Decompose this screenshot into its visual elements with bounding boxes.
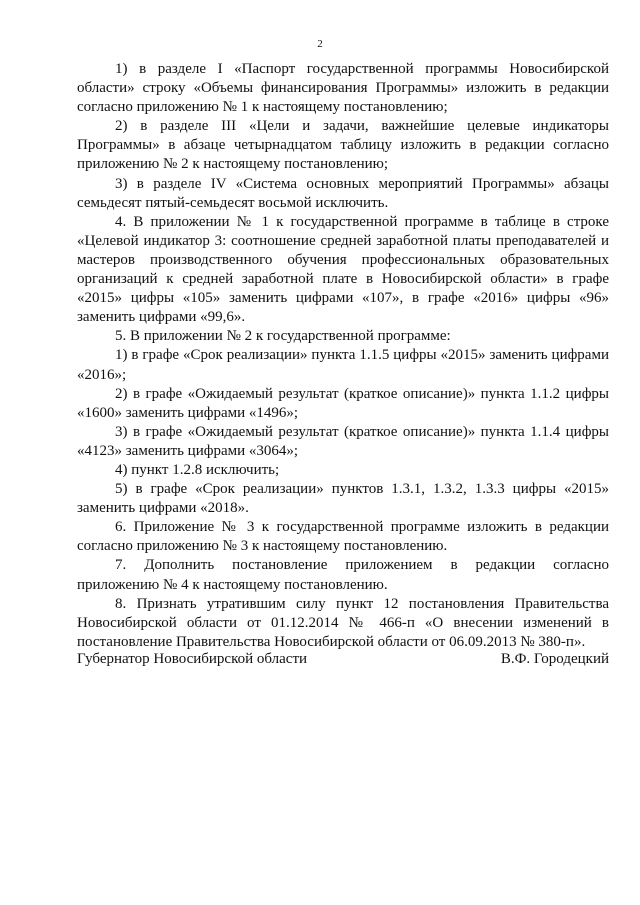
paragraph-clause-6: 6. Приложение № 3 к государственной программе изложить в редакции согласно приложению № 3 к настоящему постановлению.	[77, 519, 609, 555]
paragraph-clause-8: 8. Признать утратившим силу пункт 12 постановления Правительства Новосибирской области от 01.12.2014 № 466-п «О внесении изменений в постановление Правительства Новосибирской области от 06.09.2013 № 380-п».	[77, 595, 609, 650]
paragraph-subitem-5: 5) в графе «Срок реализации» пунктов 1.3.1, 1.3.2, 1.3.3 цифры «2015» заменить цифрами «2018».	[77, 481, 609, 517]
paragraph-subitem-1: 1) в графе «Срок реализации» пункта 1.1.5 цифры «2015» заменить цифрами «2016»;	[77, 347, 609, 383]
paragraph-subitem-4: 4) пункт 1.2.8 исключить;	[115, 461, 280, 478]
paragraph-item-3: 3) в разделе IV «Система основных мероприятий Программы» абзацы семьдесят пятый-семьдесят восьмой исключить.	[77, 175, 609, 211]
document-body	[77, 60, 609, 652]
page-number: 2	[317, 38, 323, 50]
signature-block	[77, 650, 609, 669]
paragraph-clause-7: 7. Дополнить постановление приложением в редакции согласно приложению № 4 к настоящему постановлению.	[77, 557, 609, 593]
paragraph-item-1: 1) в разделе I «Паспорт государственной программы Новосибирской области» строку «Объемы финансирования Программы» изложить в редакции согласно приложению № 1 к настоящему постановлению;	[77, 61, 609, 116]
paragraph-clause-5: 5. В приложении № 2 к государственной программе:	[115, 328, 451, 345]
signatory-name: В.Ф. Городецкий	[500, 651, 609, 667]
paragraph-subitem-3: 3) в графе «Ожидаемый результат (краткое описание)» пункта 1.1.4 цифры «4123» заменить цифрами «3064»;	[77, 423, 609, 459]
paragraph-item-2: 2) в разделе III «Цели и задачи, важнейшие целевые индикаторы Программы» в абзаце четырнадцатом таблицу изложить в редакции согласно приложению № 2 к настоящему постановлению;	[77, 118, 609, 173]
paragraph-clause-4: 4. В приложении № 1 к государственной программе в таблице в строке «Целевой индикатор 3: соотношение средней заработной платы преподавателей и мастеров производственного обучения профессиональных образовательных организаций к средней заработной плате в Новосибирской области» в графе «2015» цифры «105» заменить цифрами «107», в графе «2016» цифры «96» заменить цифрами «99,6».	[77, 213, 609, 326]
signatory-title: Губернатор Новосибирской области	[77, 651, 308, 667]
paragraph-subitem-2: 2) в графе «Ожидаемый результат (краткое описание)» пункта 1.1.2 цифры «1600» заменить цифрами «1496»;	[77, 385, 609, 421]
